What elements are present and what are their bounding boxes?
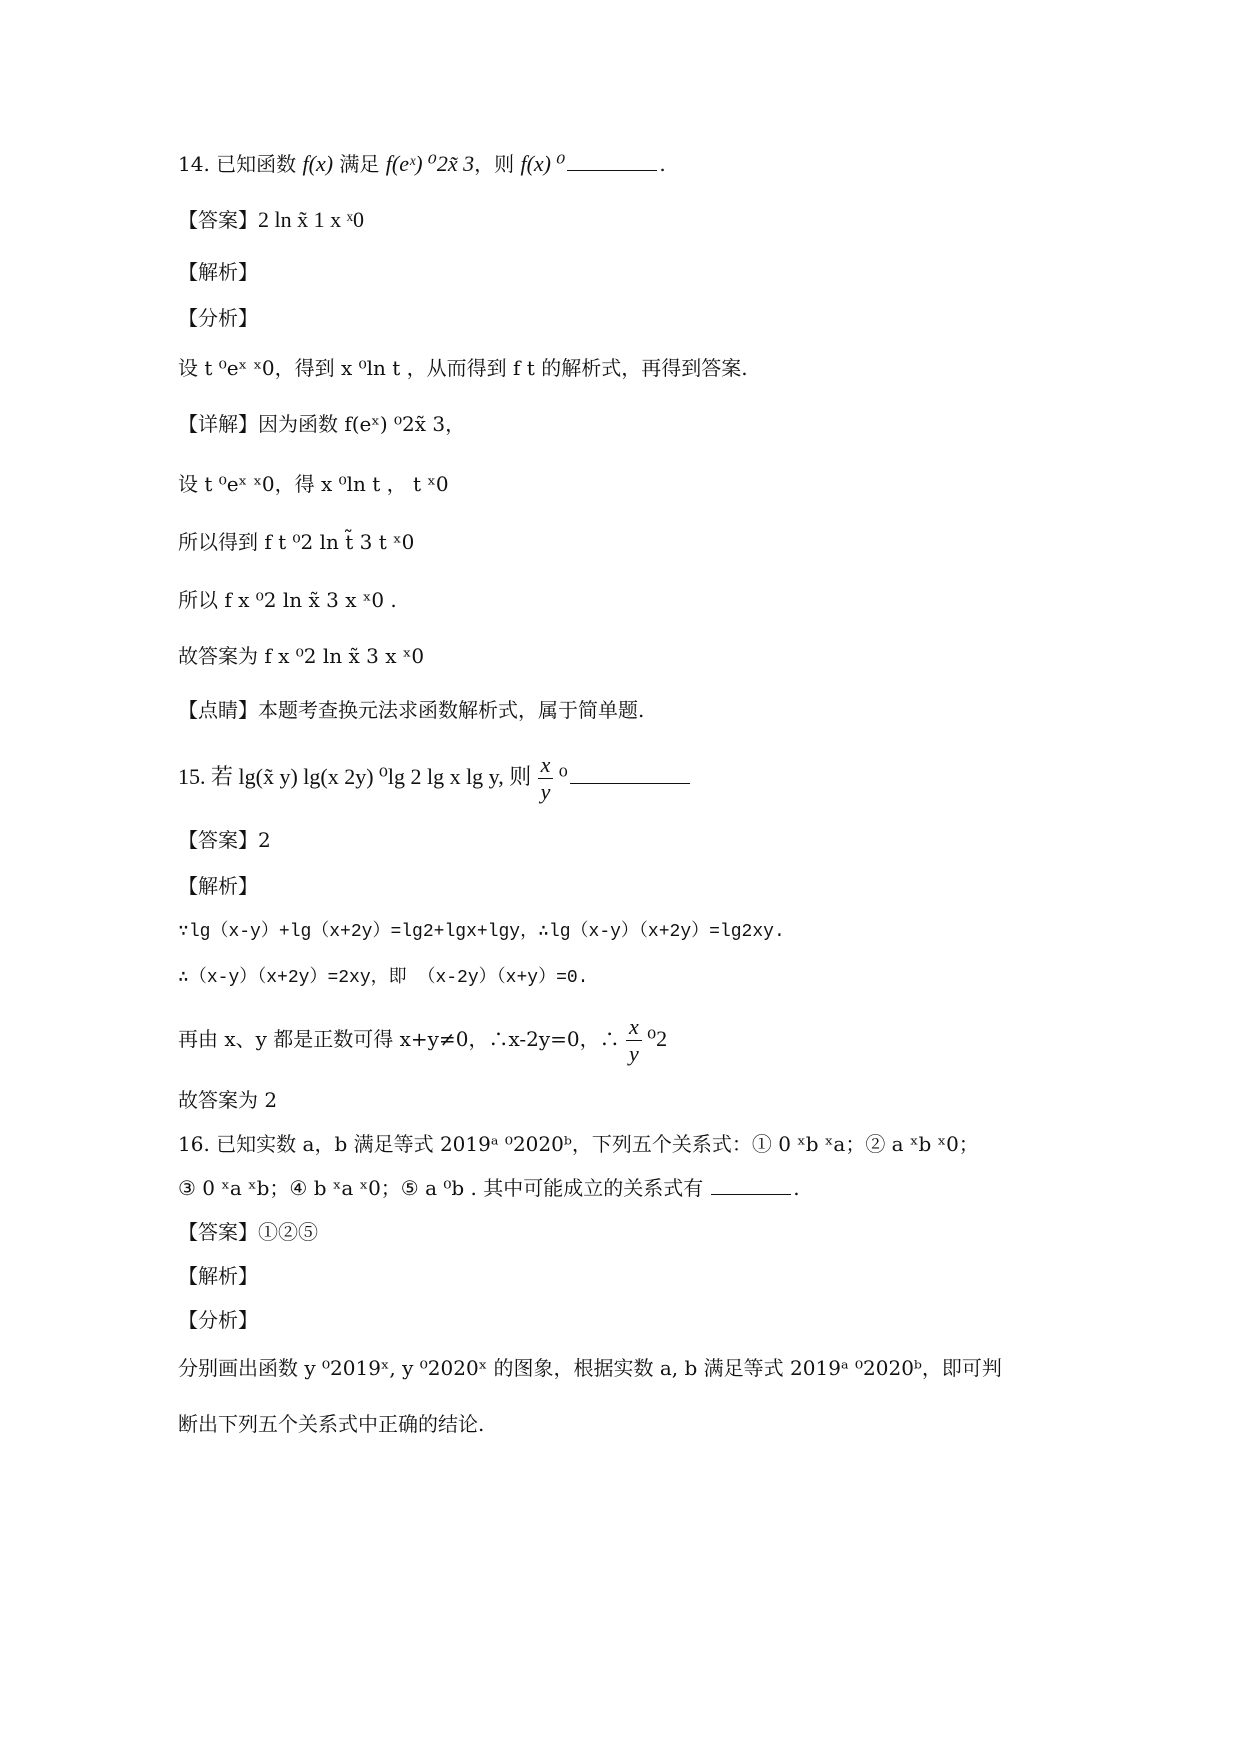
- line-text: ⁰2: [641, 1026, 668, 1051]
- fraction-x-over-y: [538, 752, 554, 805]
- problem-16-line-2: 断出下列五个关系式中正确的结论.: [178, 1412, 485, 1436]
- math-expression: f(x): [302, 151, 334, 176]
- problem-16-jiexi: 【解析】: [178, 1264, 258, 1288]
- problem-16-stem-1: 16. 已知实数 a，b 满足等式 2019ᵃ ⁰2020ᵇ，下列五个关系式：① 0 ˣb ˣa；② a ˣb ˣ0；: [178, 1132, 979, 1156]
- problem-14-line-6: 故答案为 f x ⁰2 ln x̃ 3 x ˣ0: [178, 644, 425, 668]
- problem-15-answer: [178, 826, 1091, 854]
- answer-blank: [567, 152, 657, 171]
- problem-15-line-3: [178, 1014, 1091, 1067]
- answer-label: 【答案】: [178, 208, 258, 232]
- problem-15-line-4: 故答案为 2: [178, 1088, 278, 1112]
- answer-value: 2: [258, 828, 271, 852]
- stem-text: ⁰: [553, 764, 568, 789]
- problem-14-line-4: 所以得到 f t ⁰2 ln t̃ 3 t ˣ0: [178, 530, 415, 554]
- stem-text: .: [793, 1176, 800, 1200]
- stem-text: 满足: [333, 152, 386, 176]
- fraction-x-over-y: [626, 1014, 642, 1067]
- problem-14-line-5: 所以 f x ⁰2 ln x̃ 3 x ˣ0 .: [178, 588, 397, 612]
- problem-15-line-1: ∵lg（x-y）+lg（x+2y）=lg2+lgx+lgy，∴lg（x-y）（x+2y）=lg2xy.: [178, 922, 785, 942]
- answer-blank: [570, 765, 690, 784]
- problem-14-fenxi: 【分析】: [178, 306, 258, 330]
- problem-14-answer: [178, 206, 1091, 234]
- problem-16-answer: [178, 1218, 1091, 1246]
- problem-14-line-7: 【点睛】本题考查换元法求函数解析式，属于简单题.: [178, 698, 645, 722]
- fraction-denominator: y: [629, 1041, 639, 1066]
- stem-text: ，则: [474, 152, 521, 176]
- line-text: 再由 x、y 都是正数可得 x+y≠0，∴x-2y=0，∴: [178, 1027, 620, 1051]
- answer-value: 2 ln x̃ 1 x ˣ0: [258, 207, 364, 232]
- math-expression: f(eˣ) ⁰2x̃ 3: [385, 151, 475, 176]
- math-expression: f(x) ⁰: [520, 151, 566, 176]
- problem-14-line-1: 设 t ⁰eˣ ˣ0，得到 x ⁰ln t ，从而得到 f t 的解析式，再得到答案.: [178, 356, 748, 380]
- problem-15-line-2: ∴（x-y）（x+2y）=2xy，即 （x-2y）（x+y）=0.: [178, 968, 589, 988]
- problem-15-jiexi: 【解析】: [178, 874, 258, 898]
- fraction-denominator: y: [540, 779, 551, 804]
- problem-14-jiexi: 【解析】: [178, 260, 258, 284]
- stem-text: 14. 已知函数: [178, 152, 303, 176]
- problem-16-stem-2: [178, 1174, 1091, 1202]
- answer-blank: [711, 1176, 791, 1195]
- problem-15-stem: [178, 752, 1091, 805]
- answer-label: 【答案】: [178, 1220, 258, 1244]
- answer-value: ①②⑤: [258, 1220, 318, 1244]
- fraction-numerator: x: [626, 1014, 642, 1041]
- stem-text: 15. 若 lg(x̃ y) lg(x 2y) ⁰lg 2 lg x lg y, 则: [178, 764, 532, 789]
- problem-14-stem: [178, 150, 1091, 178]
- problem-14-line-3: 设 t ⁰eˣ ˣ0，得 x ⁰ln t ， t ˣ0: [178, 472, 449, 496]
- stem-text: ③ 0 ˣa ˣb；④ b ˣa ˣ0；⑤ a ⁰b . 其中可能成立的关系式有: [178, 1176, 704, 1200]
- fraction-numerator: x: [538, 752, 554, 779]
- stem-text: .: [659, 152, 666, 176]
- answer-label: 【答案】: [178, 828, 258, 852]
- problem-16-fenxi: 【分析】: [178, 1308, 258, 1332]
- problem-14-line-2: 【详解】因为函数 f(eˣ) ⁰2x̃ 3，: [178, 412, 466, 436]
- problem-16-line-1: 分别画出函数 y ⁰2019ˣ, y ⁰2020ˣ 的图象，根据实数 a, b 满足等式 2019ᵃ ⁰2020ᵇ，即可判: [178, 1356, 1002, 1380]
